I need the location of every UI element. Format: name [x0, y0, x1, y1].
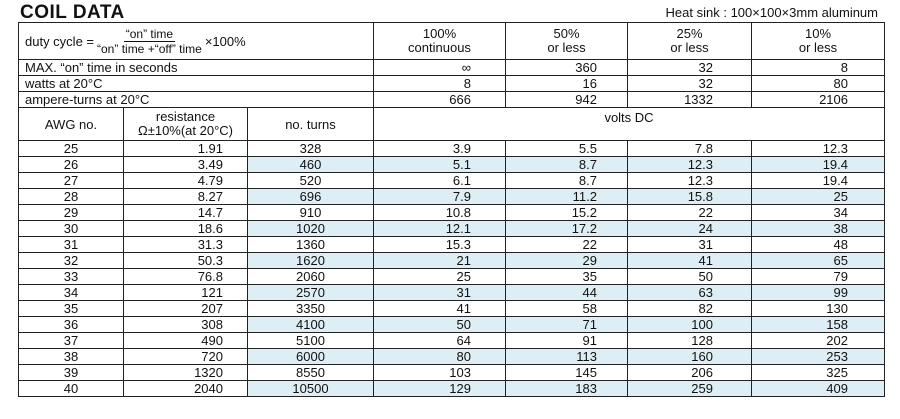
volts-cell: 41: [374, 301, 506, 317]
table-row: [19, 333, 885, 349]
awg-cell: 37: [19, 333, 124, 349]
resistance-cell: 308: [124, 317, 248, 333]
duty-col-50: [506, 23, 628, 60]
volts-cell: 7.9: [374, 189, 506, 205]
volts-cell: 64: [374, 333, 506, 349]
duty-cycle-denominator: “on” time +“off” time: [97, 41, 202, 56]
resistance-cell: 8.27: [124, 189, 248, 205]
volts-cell: 129: [374, 381, 506, 397]
awg-cell: 27: [19, 173, 124, 189]
table-row: [19, 189, 885, 205]
awg-cell: 31: [19, 237, 124, 253]
table-row: [19, 317, 885, 333]
volts-cell: 8.7: [506, 157, 628, 173]
resistance-cell: 14.7: [124, 205, 248, 221]
spec-value: 1332: [628, 92, 752, 108]
resistance-cell: 31.3: [124, 237, 248, 253]
duty-col-line1: 100%: [422, 26, 457, 41]
resistance-cell: 1.91: [124, 141, 248, 157]
turns-cell: 910: [248, 205, 374, 221]
table-row: [19, 221, 885, 237]
awg-cell: 29: [19, 205, 124, 221]
resistance-cell: 3.49: [124, 157, 248, 173]
table-row: [19, 253, 885, 269]
volts-cell: 15.2: [506, 205, 628, 221]
spec-row: [19, 76, 885, 92]
volts-cell: 63: [628, 285, 752, 301]
volts-cell: 80: [374, 349, 506, 365]
awg-cell: 30: [19, 221, 124, 237]
volts-cell: 15.8: [628, 189, 752, 205]
heat-sink-note: Heat sink : 100×100×3mm aluminum: [665, 5, 878, 20]
volts-cell: 15.3: [374, 237, 506, 253]
resistance-header: [124, 108, 248, 141]
volts-cell: 202: [752, 333, 885, 349]
page-title: COIL DATA: [20, 2, 125, 23]
spec-row: [19, 92, 885, 108]
volts-cell: 29: [506, 253, 628, 269]
resistance-header-line1: resistance: [155, 109, 216, 124]
volts-cell: 50: [628, 269, 752, 285]
volts-cell: 145: [506, 365, 628, 381]
volts-cell: 409: [752, 381, 885, 397]
column-header-row: [19, 108, 885, 141]
volts-cell: 7.8: [628, 141, 752, 157]
duty-col-line2: or less: [670, 40, 709, 55]
turns-cell: 10500: [248, 381, 374, 397]
table-row: [19, 157, 885, 173]
volts-cell: 325: [752, 365, 885, 381]
volts-cell: 259: [628, 381, 752, 397]
volts-cell: 31: [628, 237, 752, 253]
volts-cell: 58: [506, 301, 628, 317]
table-row: [19, 381, 885, 397]
spec-value: 2106: [752, 92, 885, 108]
volts-cell: 82: [628, 301, 752, 317]
duty-col-line2: or less: [798, 40, 838, 55]
spec-value: 80: [752, 76, 885, 92]
volts-cell: 158: [752, 317, 885, 333]
volts-cell: 128: [628, 333, 752, 349]
resistance-cell: 1320: [124, 365, 248, 381]
awg-cell: 26: [19, 157, 124, 173]
turns-cell: 1620: [248, 253, 374, 269]
spec-value: 16: [506, 76, 628, 92]
turns-cell: 520: [248, 173, 374, 189]
volts-cell: 24: [628, 221, 752, 237]
volts-cell: 25: [374, 269, 506, 285]
volts-cell: 71: [506, 317, 628, 333]
awg-cell: 25: [19, 141, 124, 157]
resistance-cell: 76.8: [124, 269, 248, 285]
volts-cell: 5.5: [506, 141, 628, 157]
spec-value: 942: [506, 92, 628, 108]
table-row: [19, 349, 885, 365]
table-row: [19, 205, 885, 221]
volts-cell: 22: [628, 205, 752, 221]
volts-cell: 12.3: [628, 173, 752, 189]
volts-cell: 5.1: [374, 157, 506, 173]
table-row: [19, 141, 885, 157]
spec-value: 32: [628, 76, 752, 92]
volts-cell: 6.1: [374, 173, 506, 189]
duty-cycle-fraction: [97, 27, 202, 56]
duty-cycle-suffix: ×100%: [204, 33, 246, 49]
resistance-cell: 18.6: [124, 221, 248, 237]
volts-cell: 79: [752, 269, 885, 285]
volts-cell: 35: [506, 269, 628, 285]
resistance-cell: 207: [124, 301, 248, 317]
spec-value: ∞: [374, 60, 506, 76]
volts-cell: 91: [506, 333, 628, 349]
awg-cell: 39: [19, 365, 124, 381]
resistance-cell: 121: [124, 285, 248, 301]
volts-cell: 206: [628, 365, 752, 381]
turns-cell: 2060: [248, 269, 374, 285]
duty-cycle-cell: [19, 23, 374, 60]
spec-value: 360: [506, 60, 628, 76]
duty-col-10: [752, 23, 885, 60]
duty-cycle-numerator: “on” time: [125, 26, 174, 41]
volts-cell: 12.1: [374, 221, 506, 237]
awg-cell: 28: [19, 189, 124, 205]
volts-cell: 11.2: [506, 189, 628, 205]
volts-cell: 100: [628, 317, 752, 333]
awg-cell: 33: [19, 269, 124, 285]
turns-cell: 2570: [248, 285, 374, 301]
volts-cell: 99: [752, 285, 885, 301]
volts-cell: 44: [506, 285, 628, 301]
volts-cell: 65: [752, 253, 885, 269]
turns-cell: 696: [248, 189, 374, 205]
turns-header: no. turns: [248, 108, 374, 141]
duty-col-100: [374, 23, 506, 60]
spec-value: 32: [628, 60, 752, 76]
duty-col-line1: 10%: [804, 26, 832, 41]
awg-header: AWG no.: [19, 108, 124, 141]
volts-cell: 41: [628, 253, 752, 269]
spec-label: watts at 20°C: [19, 76, 374, 92]
volts-cell: 25: [752, 189, 885, 205]
spec-value: 8: [752, 60, 885, 76]
volts-cell: 12.3: [628, 157, 752, 173]
volts-cell: 19.4: [752, 173, 885, 189]
volts-cell: 160: [628, 349, 752, 365]
volts-cell: 113: [506, 349, 628, 365]
duty-col-25: [628, 23, 752, 60]
volts-cell: 19.4: [752, 157, 885, 173]
duty-cycle-prefix: duty cycle =: [25, 33, 95, 49]
spec-value: 666: [374, 92, 506, 108]
volts-cell: 17.2: [506, 221, 628, 237]
turns-cell: 328: [248, 141, 374, 157]
resistance-cell: 50.3: [124, 253, 248, 269]
duty-col-line1: 50%: [553, 26, 580, 41]
duty-cycle-row: [19, 23, 885, 60]
volts-cell: 253: [752, 349, 885, 365]
table-row: [19, 301, 885, 317]
table-row: [19, 285, 885, 301]
table-body: [19, 23, 885, 397]
spec-value: 8: [374, 76, 506, 92]
resistance-cell: 720: [124, 349, 248, 365]
volts-cell: 22: [506, 237, 628, 253]
turns-cell: 4100: [248, 317, 374, 333]
turns-cell: 8550: [248, 365, 374, 381]
volts-cell: 50: [374, 317, 506, 333]
turns-cell: 460: [248, 157, 374, 173]
awg-cell: 36: [19, 317, 124, 333]
table-row: [19, 269, 885, 285]
volts-cell: 10.8: [374, 205, 506, 221]
awg-cell: 35: [19, 301, 124, 317]
volts-cell: 38: [752, 221, 885, 237]
table-row: [19, 365, 885, 381]
volts-cell: 103: [374, 365, 506, 381]
turns-cell: 3350: [248, 301, 374, 317]
resistance-cell: 2040: [124, 381, 248, 397]
resistance-header-line2: Ω±10%(at 20°C): [137, 123, 234, 138]
coil-data-table: [18, 22, 885, 397]
volts-cell: 21: [374, 253, 506, 269]
duty-col-line2: or less: [547, 40, 586, 55]
turns-cell: 1020: [248, 221, 374, 237]
turns-cell: 6000: [248, 349, 374, 365]
duty-col-line2: continuous: [408, 40, 471, 55]
volts-cell: 31: [374, 285, 506, 301]
volts-cell: 8.7: [506, 173, 628, 189]
volts-cell: 12.3: [752, 141, 885, 157]
awg-cell: 40: [19, 381, 124, 397]
table-row: [19, 173, 885, 189]
volts-cell: 3.9: [374, 141, 506, 157]
volts-cell: 130: [752, 301, 885, 317]
awg-cell: 38: [19, 349, 124, 365]
volts-cell: 34: [752, 205, 885, 221]
resistance-cell: 490: [124, 333, 248, 349]
turns-cell: 5100: [248, 333, 374, 349]
spec-row: [19, 60, 885, 76]
duty-col-line1: 25%: [676, 26, 703, 41]
table-row: [19, 237, 885, 253]
spec-label: ampere-turns at 20°C: [19, 92, 374, 108]
awg-cell: 32: [19, 253, 124, 269]
awg-cell: 34: [19, 285, 124, 301]
turns-cell: 1360: [248, 237, 374, 253]
volts-cell: 48: [752, 237, 885, 253]
spec-label: MAX. “on” time in seconds: [19, 60, 374, 76]
volts-header: volts DC: [374, 108, 885, 141]
resistance-cell: 4.79: [124, 173, 248, 189]
volts-cell: 183: [506, 381, 628, 397]
